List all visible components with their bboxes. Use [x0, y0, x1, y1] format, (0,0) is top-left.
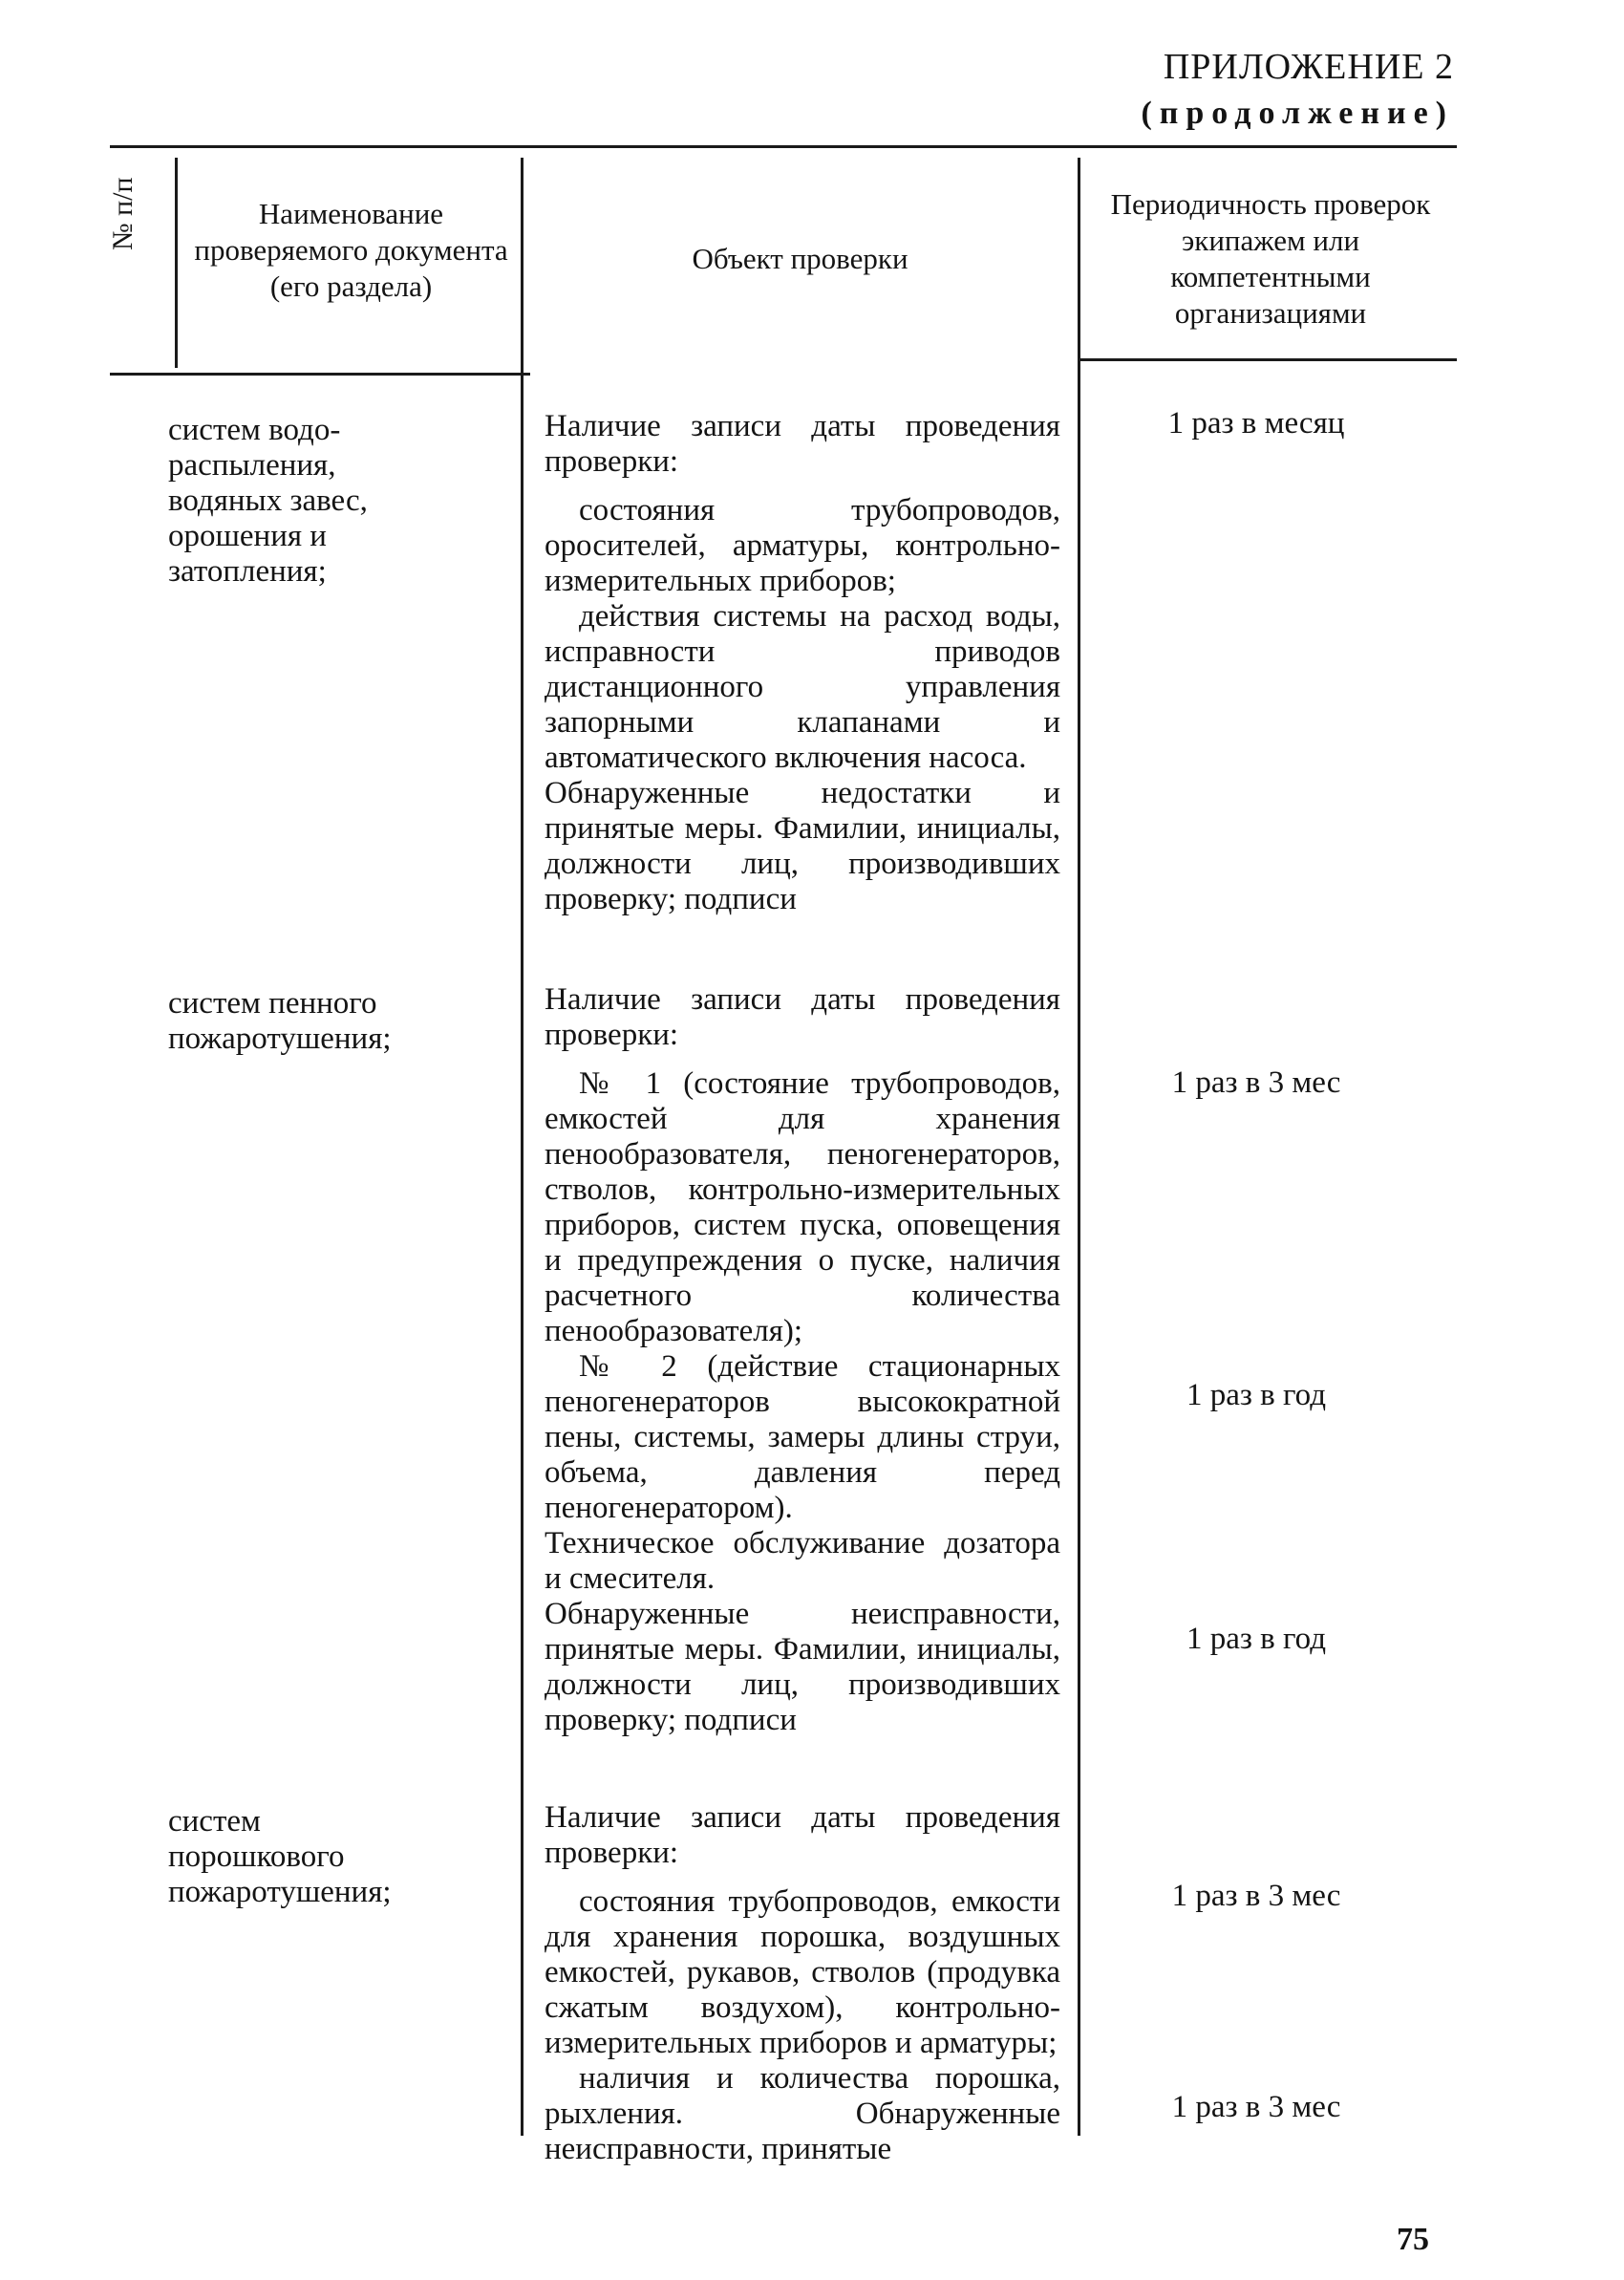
table-header-rule-right — [1079, 358, 1457, 361]
column-header-number: № п/п — [107, 177, 139, 250]
page-number: 75 — [1397, 2222, 1429, 2257]
row-2-item-2: № 2 (действие стационарных пеногенераторов высокократной пены, системы, замеры длины струи, объема, давления перед пеногенератором). — [545, 1349, 1060, 1525]
row-1-item-2: действия системы на расход воды, исправности приводов дистанционного управления запорными клапанами и автоматического включения насоса. — [545, 599, 1060, 775]
row-2-item-1: № 1 (состояние трубопроводов, емкостей для хранения пенообразователя, пеногенераторов, стволов, контрольно-измерительных приборов, систем пуска, оповещения и предупреждения о пуске, наличия расчетного количества пенообразователя); — [545, 1066, 1060, 1348]
row-1-intro: Наличие записи даты проведения проверки: — [545, 409, 1060, 479]
row-2-frequency-1: 1 раз в 3 мес — [1171, 1065, 1341, 1100]
column-divider-2 — [521, 158, 524, 2136]
row-2-frequency-2: 1 раз в год — [1186, 1378, 1327, 1412]
row-3-frequency-2: 1 раз в 3 мес — [1171, 2090, 1341, 2124]
column-header-object: Объект проверки — [692, 242, 908, 275]
row-3-intro: Наличие записи даты проведения проверки: — [545, 1800, 1060, 1870]
column-header-document: Наименование проверяемого документа (его раздела) — [194, 197, 508, 303]
row-1-object — [545, 409, 1060, 917]
row-1-frequency: 1 раз в месяц — [1167, 406, 1345, 441]
row-2-item-3: Техническое обслуживание дозатора и смесителя. — [545, 1526, 1060, 1596]
row-3-item-2: наличия и количества порошка, рыхления. Обнаруженные неисправности, принятые — [545, 2061, 1060, 2166]
column-header-frequency: Периодичность проверок экипажем или компетентными организациями — [1110, 187, 1431, 330]
row-2-frequency-3: 1 раз в год — [1186, 1622, 1327, 1656]
row-1-document-name: систем водо-распыления, водяных завес, орошения и затопления; — [168, 413, 368, 589]
column-divider-3 — [1078, 158, 1080, 2136]
row-2-object — [545, 982, 1060, 1738]
row-1-item-1: состояния трубопроводов, оросителей, арматуры, контрольно-измерительных приборов; — [545, 493, 1060, 598]
appendix-subtitle: (продолжение) — [1141, 96, 1454, 131]
row-1-item-3: Обнаруженные недостатки и принятые меры. Фамилии, инициалы, должности лиц, производивших проверку; подписи — [545, 776, 1060, 916]
table-top-rule — [110, 145, 1457, 148]
column-divider-1 — [175, 158, 178, 368]
row-3-frequency-1: 1 раз в 3 мес — [1171, 1879, 1341, 1913]
row-2-intro: Наличие записи даты проведения проверки: — [545, 982, 1060, 1052]
row-2-document-name: систем пенного пожаротушения; — [168, 986, 392, 1056]
row-3-document-name: систем порошкового пожаротушения; — [168, 1804, 392, 1909]
row-3-item-1: состояния трубопроводов, емкости для хранения порошка, воздушных емкостей, рукавов, стволов (продувка сжатым воздухом), контрольно-измерительных приборов и арматуры; — [545, 1884, 1060, 2060]
appendix-title: ПРИЛОЖЕНИЕ 2 — [1163, 47, 1454, 87]
table-header-rule-left — [110, 373, 530, 376]
row-3-object — [545, 1800, 1060, 2167]
row-2-item-4: Обнаруженные неисправности, принятые меры. Фамилии, инициалы, должности лиц, производивших проверку; подписи — [545, 1597, 1060, 1737]
